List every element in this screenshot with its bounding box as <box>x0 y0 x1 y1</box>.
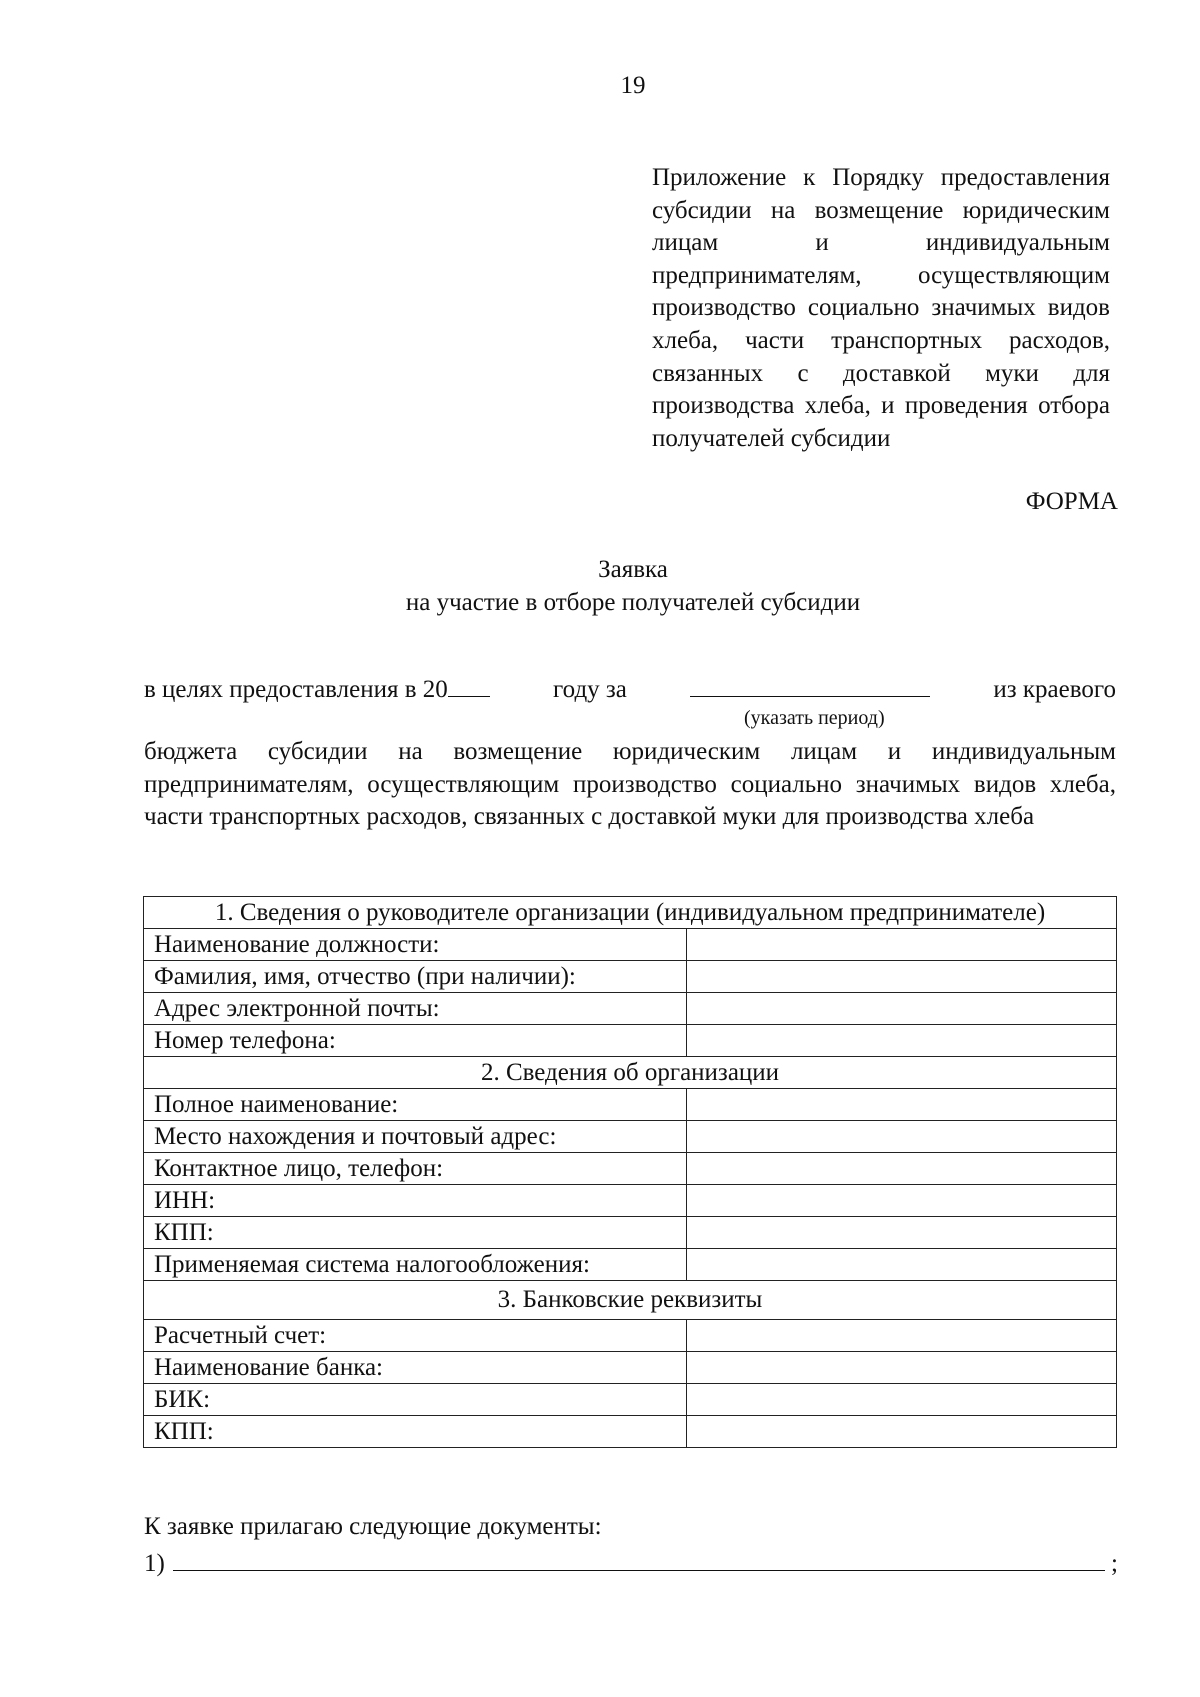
document-item-field[interactable] <box>173 1546 1105 1571</box>
period-prefix: в целях предоставления в 20 <box>144 676 448 703</box>
table-row <box>144 961 1117 993</box>
bank-kpp-field[interactable] <box>687 1416 1117 1448</box>
section-header-row <box>144 1057 1117 1089</box>
field-label: Адрес электронной почты: <box>144 993 687 1025</box>
field-label: Полное наименование: <box>144 1089 687 1121</box>
table-row <box>144 1121 1117 1153</box>
full-name-field[interactable] <box>687 961 1117 993</box>
position-field[interactable] <box>687 929 1117 961</box>
field-label: БИК: <box>144 1384 687 1416</box>
document-item-number: 1) <box>144 1550 165 1577</box>
table-row <box>144 1249 1117 1281</box>
document-title: Заявка <box>598 556 668 583</box>
field-label: Наименование должности: <box>144 929 687 961</box>
section-2-title: 2. Сведения об организации <box>144 1057 1117 1089</box>
field-label: КПП: <box>144 1416 687 1448</box>
tax-system-field[interactable] <box>687 1249 1117 1281</box>
period-middle: году за <box>553 676 627 703</box>
field-label: Применяемая система налогообложения: <box>144 1249 687 1281</box>
field-label: Номер телефона: <box>144 1025 687 1057</box>
application-form-table <box>143 896 1117 1448</box>
field-label: Фамилия, имя, отчество (при наличии): <box>144 961 687 993</box>
field-label: Наименование банка: <box>144 1352 687 1384</box>
settlement-account-field[interactable] <box>687 1320 1117 1352</box>
field-label: ИНН: <box>144 1185 687 1217</box>
field-label: КПП: <box>144 1217 687 1249</box>
period-blank-field[interactable] <box>690 674 930 697</box>
bik-field[interactable] <box>687 1384 1117 1416</box>
field-label: Контактное лицо, телефон: <box>144 1153 687 1185</box>
org-full-name-field[interactable] <box>687 1089 1117 1121</box>
period-suffix: из краевого <box>993 676 1116 703</box>
table-row <box>144 1153 1117 1185</box>
contact-person-field[interactable] <box>687 1153 1117 1185</box>
field-label: Расчетный счет: <box>144 1320 687 1352</box>
period-line <box>144 674 1116 704</box>
period-year-group <box>144 674 490 704</box>
section-header-row <box>144 897 1117 929</box>
document-item <box>144 1546 1118 1578</box>
inn-field[interactable] <box>687 1185 1117 1217</box>
section-header-row <box>144 1281 1117 1320</box>
table-row <box>144 1089 1117 1121</box>
kpp-field[interactable] <box>687 1217 1117 1249</box>
appendix-note: Приложение к Порядку предоставления субсидии на возмещение юридическим лицам и индивидуальным предпринимателям, осуществляющим производство социально значимых видов хлеба, части транспортных расходов, связанных с доставкой муки для производства хлеба, и проведения отбора получателей субсидии <box>652 164 1110 452</box>
address-field[interactable] <box>687 1121 1117 1153</box>
bank-name-field[interactable] <box>687 1352 1117 1384</box>
table-row <box>144 1217 1117 1249</box>
table-row <box>144 1416 1117 1448</box>
field-label: Место нахождения и почтовый адрес: <box>144 1121 687 1153</box>
document-item-end: ; <box>1111 1550 1118 1577</box>
table-row <box>144 929 1117 961</box>
section-1-title: 1. Сведения о руководителе организации (индивидуальном предпринимателе) <box>144 897 1117 929</box>
section-3-title: 3. Банковские реквизиты <box>144 1281 1117 1320</box>
table-row <box>144 1320 1117 1352</box>
page-number: 19 <box>620 72 646 99</box>
period-hint: (указать период) <box>744 707 885 729</box>
documents-title: К заявке прилагаю следующие документы: <box>144 1513 602 1540</box>
table-row <box>144 1384 1117 1416</box>
purpose-text: бюджета субсидии на возмещение юридическим лицам и индивидуальным предпринимателям, осуществляющим производство социально значимых видов хлеба, части транспортных расходов, связанных с доставкой муки для производства хлеба <box>144 738 1116 831</box>
form-label: ФОРМА <box>1025 488 1118 515</box>
phone-field[interactable] <box>687 1025 1117 1057</box>
table-row <box>144 1352 1117 1384</box>
document-subtitle: на участие в отборе получателей субсидии <box>405 589 861 616</box>
table-row <box>144 993 1117 1025</box>
year-blank-field[interactable] <box>448 674 490 697</box>
table-row <box>144 1185 1117 1217</box>
email-field[interactable] <box>687 993 1117 1025</box>
table-row <box>144 1025 1117 1057</box>
